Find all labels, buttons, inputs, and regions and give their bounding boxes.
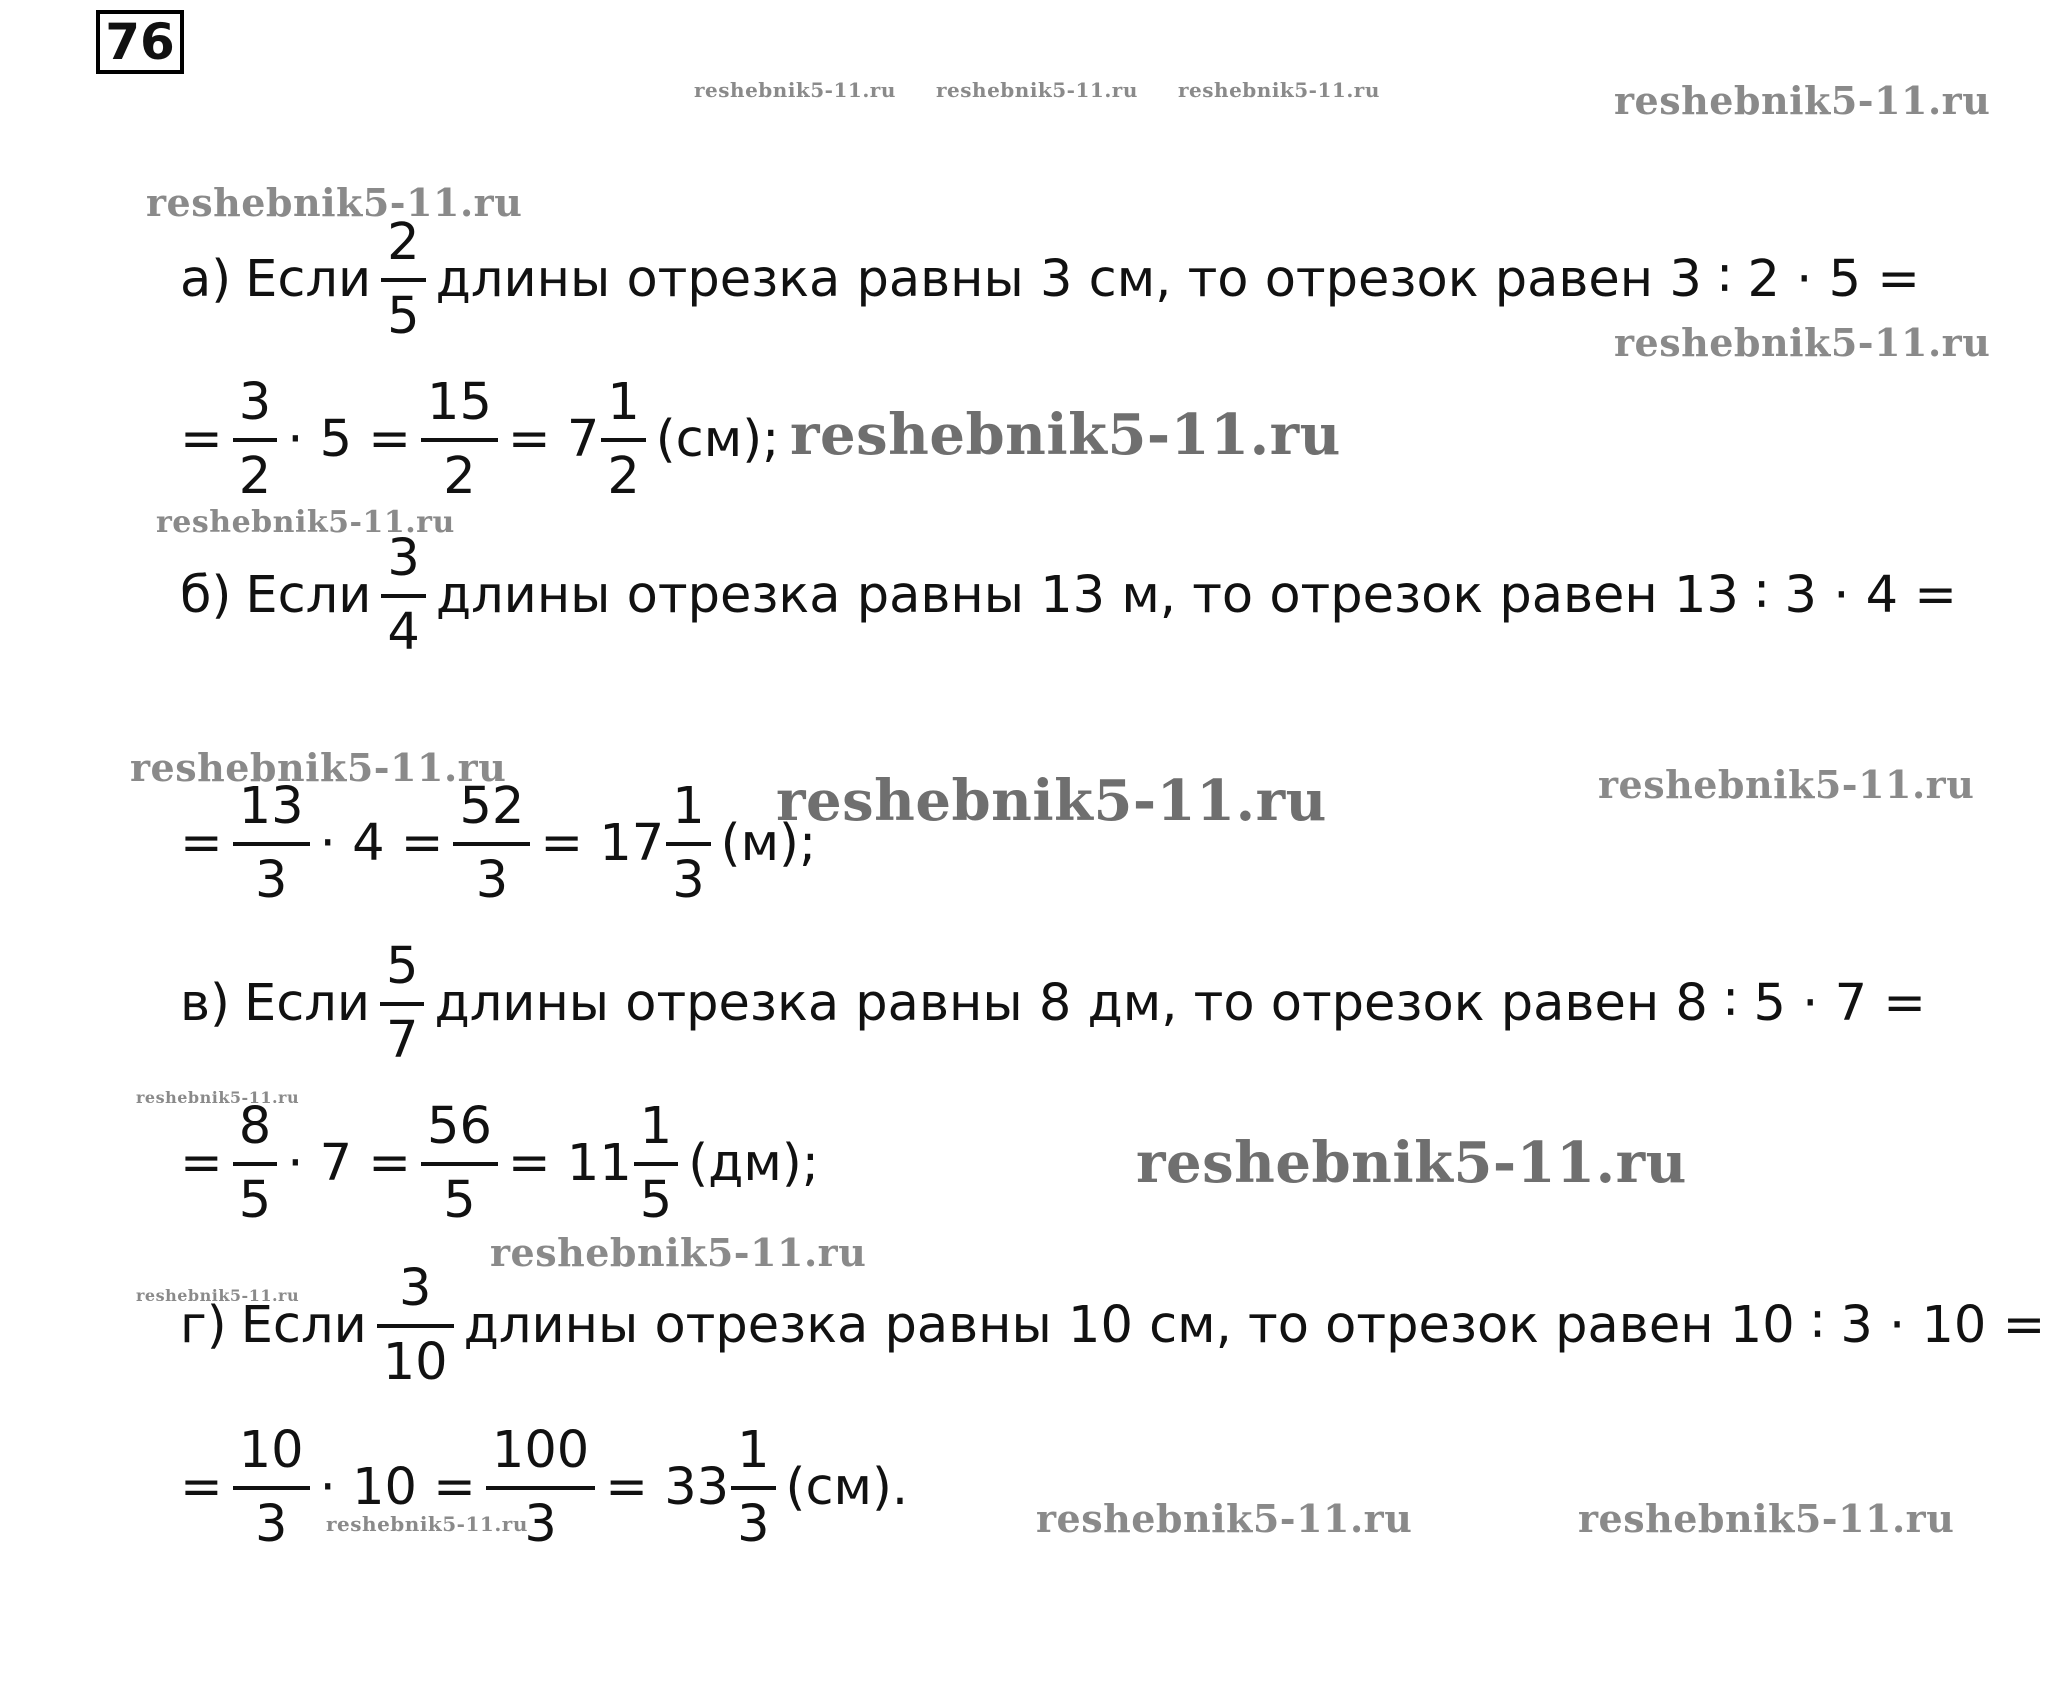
expression-text: = 7 (507, 410, 600, 470)
statement-text: длины отрезка равны 8 дм, то отрезок равен 8 ∶ 5 · 7 = (434, 974, 1926, 1034)
watermark-text: reshebnik5-11.ru (136, 1088, 300, 1107)
unit-text: (см). (785, 1458, 909, 1518)
watermark-text: reshebnik5-11.ru (776, 768, 1327, 834)
watermark-text: reshebnik5-11.ru (790, 402, 1341, 468)
watermark-text: reshebnik5-11.ru (1614, 78, 1991, 123)
statement-text: длины отрезка равны 10 см, то отрезок равен 10 ∶ 3 · 10 = (463, 1296, 2046, 1356)
watermark-text: reshebnik5-11.ru (936, 78, 1138, 102)
watermark-text: reshebnik5-11.ru (130, 745, 507, 790)
watermark-text: reshebnik5-11.ru (136, 1286, 300, 1305)
fraction: $\frac{13}{3}$ (233, 780, 310, 907)
fraction: $\frac{1}{5}$ (634, 1100, 678, 1227)
part-v-statement (180, 937, 1926, 1070)
watermark-text: reshebnik5-11.ru (1598, 762, 1975, 807)
fraction: $\frac{1}{3}$ (731, 1424, 775, 1551)
unit-text: (м); (720, 814, 817, 874)
part-b-statement (180, 529, 1958, 662)
watermark-text: reshebnik5-11.ru (1178, 78, 1380, 102)
watermark-text: reshebnik5-11.ru (1614, 320, 1991, 365)
equals-sign: = (180, 410, 223, 470)
equals-sign: = (180, 1134, 223, 1194)
unit-text: (дм); (688, 1134, 819, 1194)
expression-text: · 10 = (319, 1458, 476, 1518)
fraction: $\frac{2}{5}$ (381, 216, 425, 343)
fraction: $\frac{5}{7}$ (380, 940, 424, 1067)
part-b-solution (180, 777, 817, 910)
part-label: б) (180, 566, 232, 626)
fraction: $\frac{10}{3}$ (233, 1424, 310, 1551)
expression-text: · 7 = (287, 1134, 412, 1194)
fraction: $\frac{100}{3}$ (486, 1424, 595, 1551)
expression-text: = 17 (540, 814, 665, 874)
part-label: г) (180, 1296, 227, 1356)
problem-number: 76 (96, 10, 184, 74)
if-word: Если (240, 1296, 367, 1356)
fraction: $\frac{15}{2}$ (421, 376, 498, 503)
watermark-text: reshebnik5-11.ru (694, 78, 896, 102)
watermark-text: reshebnik5-11.ru (326, 1512, 528, 1536)
watermark-text: reshebnik5-11.ru (490, 1230, 867, 1275)
statement-text: длины отрезка равны 13 м, то отрезок равен 13 ∶ 3 · 4 = (435, 566, 1958, 626)
part-g-solution (180, 1421, 909, 1554)
watermark-text: reshebnik5-11.ru (146, 180, 523, 225)
part-a-solution (180, 373, 780, 506)
expression-text: = 33 (605, 1458, 730, 1518)
part-label: а) (180, 250, 232, 310)
watermark-text: reshebnik5-11.ru (156, 505, 455, 540)
equals-sign: = (180, 1458, 223, 1518)
part-g-statement (180, 1259, 2046, 1392)
part-v-solution (180, 1097, 819, 1230)
fraction: $\frac{8}{5}$ (233, 1100, 277, 1227)
fraction: $\frac{1}{3}$ (666, 780, 710, 907)
watermark-text: reshebnik5-11.ru (1136, 1130, 1687, 1196)
expression-text: · 4 = (319, 814, 444, 874)
equals-sign: = (180, 814, 223, 874)
fraction: $\frac{3}{4}$ (381, 532, 425, 659)
part-a-statement (180, 213, 1920, 346)
fraction: $\frac{1}{2}$ (601, 376, 645, 503)
part-label: в) (180, 974, 230, 1034)
if-word: Если (243, 974, 370, 1034)
if-word: Если (245, 250, 372, 310)
expression-text: = 11 (507, 1134, 632, 1194)
unit-text: (см); (655, 410, 780, 470)
fraction: $\frac{3}{10}$ (377, 1262, 454, 1389)
if-word: Если (245, 566, 372, 626)
fraction: $\frac{52}{3}$ (453, 780, 530, 907)
watermark-text: reshebnik5-11.ru (1036, 1496, 1413, 1541)
fraction: $\frac{56}{5}$ (421, 1100, 498, 1227)
statement-text: длины отрезка равны 3 см, то отрезок равен 3 ∶ 2 · 5 = (435, 250, 1920, 310)
watermark-text: reshebnik5-11.ru (1578, 1496, 1955, 1541)
expression-text: · 5 = (287, 410, 412, 470)
fraction: $\frac{3}{2}$ (233, 376, 277, 503)
